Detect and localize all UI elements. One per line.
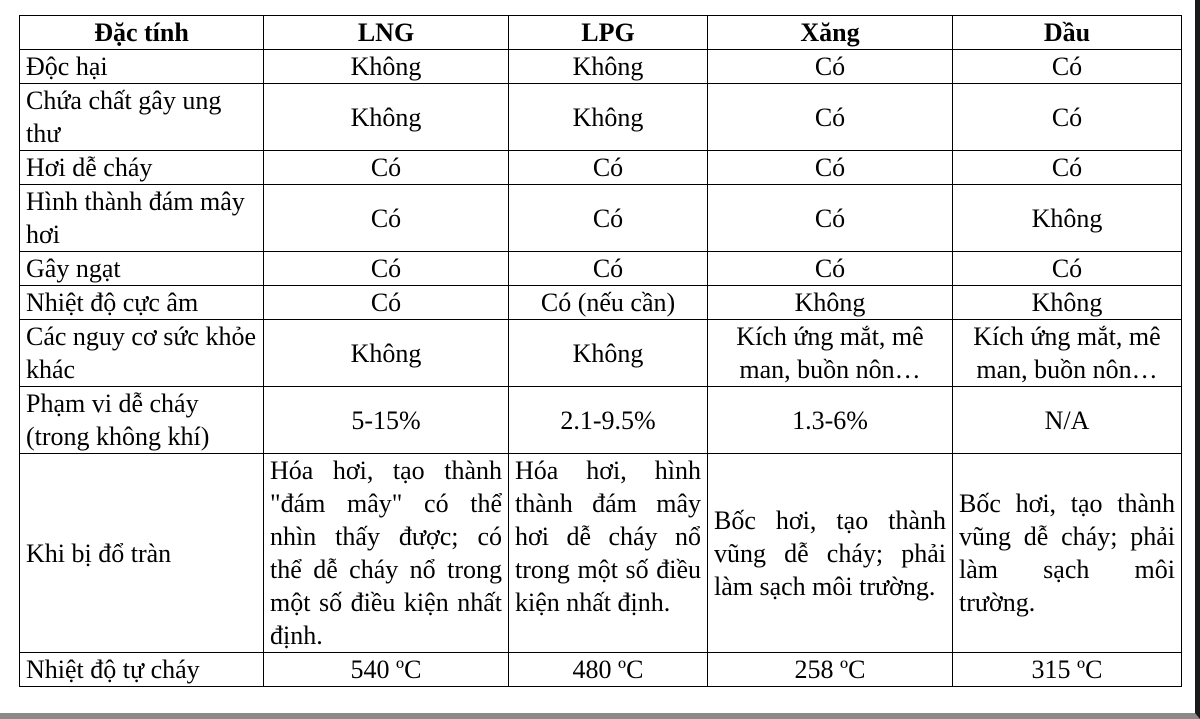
table-row	[20, 185, 1182, 252]
table-cell: Hóa hơi, hình thành đám mây hơi dễ cháy nổ trong một số điều kiện nhất định.	[509, 454, 708, 653]
table-cell: Hóa hơi, tạo thành "đám mây" có thể nhìn thấy được; có thể dễ cháy nổ trong một số điều kiện nhất định.	[264, 454, 509, 653]
table-row	[20, 252, 1182, 286]
header-lpg: LPG	[509, 16, 708, 50]
table-row	[20, 286, 1182, 320]
table-row	[20, 320, 1182, 387]
table-cell: N/A	[953, 387, 1182, 454]
header-gasoline: Xăng	[708, 16, 953, 50]
table-row	[20, 454, 1182, 653]
table-row	[20, 84, 1182, 151]
table-cell: 5-15%	[264, 387, 509, 454]
table-cell: Có	[708, 151, 953, 185]
row-label: Chứa chất gây ung thư	[20, 84, 264, 151]
table-cell: Có	[264, 286, 509, 320]
table-cell: Không	[953, 185, 1182, 252]
table-cell: Không	[509, 84, 708, 151]
table-cell: 480 ºC	[509, 653, 708, 687]
table-cell: Có	[953, 84, 1182, 151]
table-cell: Có	[264, 151, 509, 185]
table-cell: Có	[953, 151, 1182, 185]
table-cell: Bốc hơi, tạo thành vũng dễ cháy; phải làm sạch môi trường.	[708, 454, 953, 653]
table-row	[20, 151, 1182, 185]
table-cell: Bốc hơi, tạo thành vũng dễ cháy; phải làm sạch môi trường.	[953, 454, 1182, 653]
row-label: Hơi dễ cháy	[20, 151, 264, 185]
table-row	[20, 50, 1182, 84]
table-cell: Không	[953, 286, 1182, 320]
table-cell: 315 ºC	[953, 653, 1182, 687]
table-cell: 540 ºC	[264, 653, 509, 687]
table-cell: Không	[264, 84, 509, 151]
table-cell: Có	[509, 151, 708, 185]
table-cell: Có (nếu cần)	[509, 286, 708, 320]
table-cell: Kích ứng mắt, mê man, buồn nôn…	[953, 320, 1182, 387]
row-label: Các nguy cơ sức khỏe khác	[20, 320, 264, 387]
row-label: Độc hại	[20, 50, 264, 84]
table-cell: Có	[708, 252, 953, 286]
row-label: Hình thành đám mây hơi	[20, 185, 264, 252]
row-label: Khi bị đổ tràn	[20, 454, 264, 653]
row-label: Phạm vi dễ cháy (trong không khí)	[20, 387, 264, 454]
table-cell: 1.3-6%	[708, 387, 953, 454]
table-cell: Có	[708, 50, 953, 84]
table-cell: Không	[264, 320, 509, 387]
table-cell: Không	[509, 50, 708, 84]
row-label: Nhiệt độ tự cháy	[20, 653, 264, 687]
properties-table	[19, 15, 1182, 687]
table-cell: Có	[509, 252, 708, 286]
table-row	[20, 653, 1182, 687]
header-oil: Dầu	[953, 16, 1182, 50]
header-property: Đặc tính	[20, 16, 264, 50]
table-cell: Có	[264, 185, 509, 252]
table-cell: Có	[708, 185, 953, 252]
table-cell: Không	[509, 320, 708, 387]
table-cell: Có	[953, 252, 1182, 286]
header-row	[20, 16, 1182, 50]
table-cell: Có	[708, 84, 953, 151]
header-lng: LNG	[264, 16, 509, 50]
row-label: Nhiệt độ cực âm	[20, 286, 264, 320]
table-cell: 258 ºC	[708, 653, 953, 687]
table-cell: 2.1-9.5%	[509, 387, 708, 454]
table-cell: Có	[953, 50, 1182, 84]
row-label: Gây ngạt	[20, 252, 264, 286]
table-cell: Không	[264, 50, 509, 84]
table-cell: Kích ứng mắt, mê man, buồn nôn…	[708, 320, 953, 387]
table-cell: Có	[509, 185, 708, 252]
table-cell: Có	[264, 252, 509, 286]
table-cell: Không	[708, 286, 953, 320]
table-row	[20, 387, 1182, 454]
